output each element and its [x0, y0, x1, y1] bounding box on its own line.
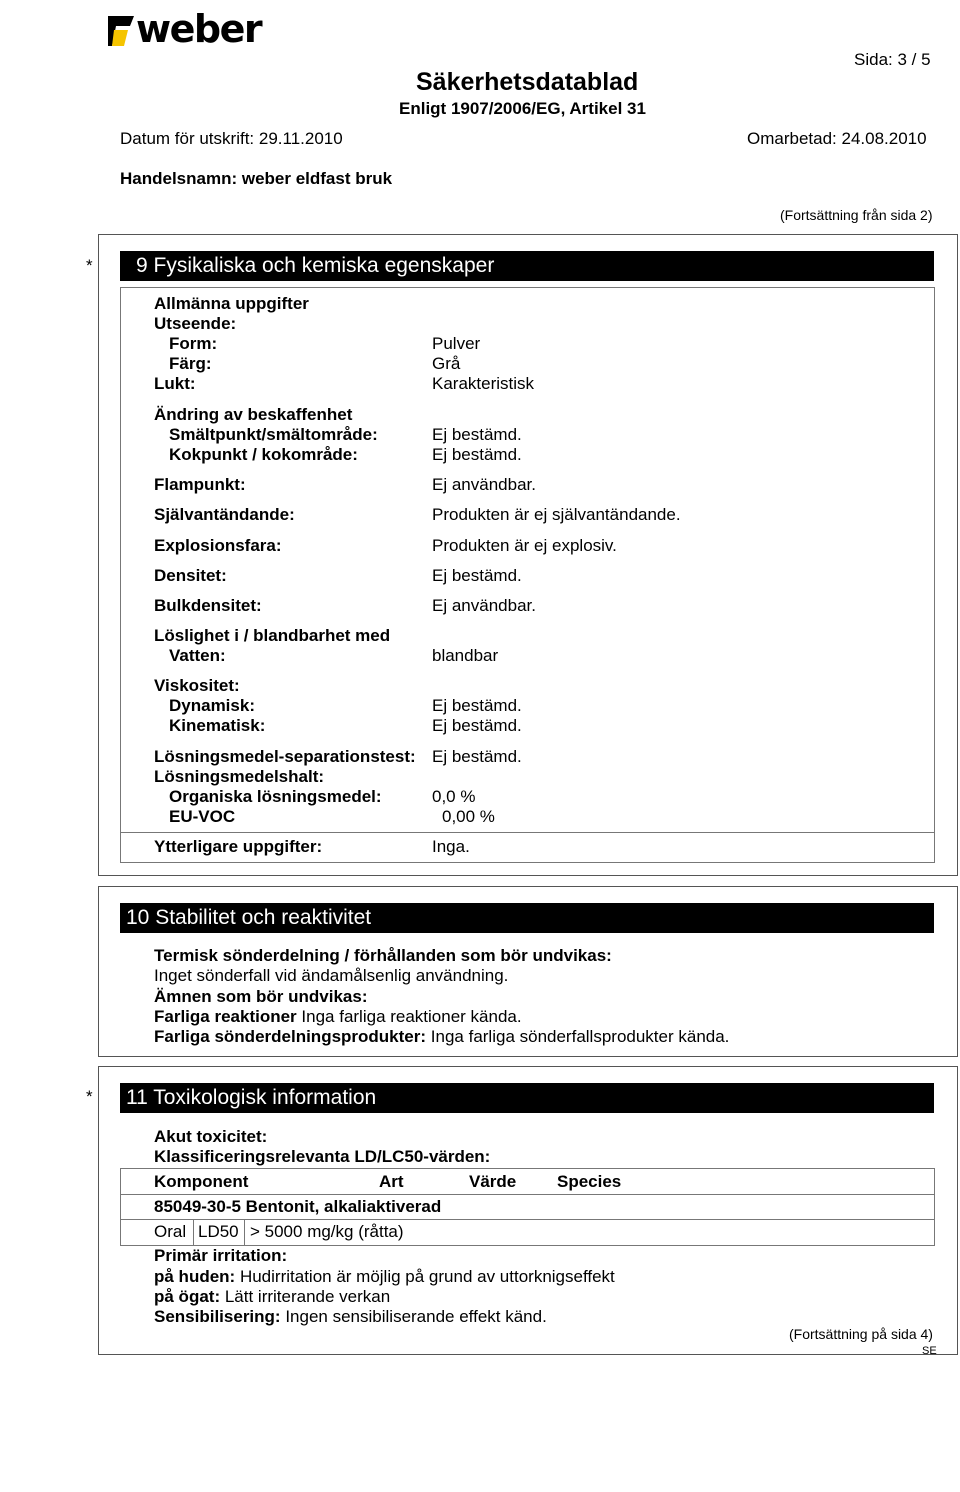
- color-label: Färg:: [169, 354, 212, 373]
- organic-label: Organiska lösningsmedel:: [169, 787, 382, 806]
- sensitization-line: [154, 1307, 547, 1327]
- explosion-value: Produkten är ej explosiv.: [432, 536, 617, 555]
- table-header-art: Art: [379, 1172, 404, 1191]
- organic-value: 0,0 %: [432, 787, 476, 806]
- document-title: Säkerhetsdatablad: [416, 68, 639, 96]
- eye-label: på ögat:: [154, 1287, 221, 1306]
- reactions-value: Inga farliga reaktioner kända.: [301, 1007, 522, 1026]
- weber-logo: [108, 7, 262, 52]
- continued-from: (Fortsättning från sida 2): [780, 207, 933, 223]
- explosion-label: Explosionsfara:: [154, 536, 282, 555]
- eye-line: [154, 1287, 390, 1307]
- selfign-value: Produkten är ej självantändande.: [432, 505, 681, 524]
- bulk-density-value: Ej användbar.: [432, 596, 536, 615]
- flash-label: Flampunkt:: [154, 475, 246, 494]
- melting-label: Smältpunkt/smältområde:: [169, 425, 378, 444]
- odor-label: Lukt:: [154, 374, 196, 393]
- further-divider: [120, 832, 935, 833]
- eye-value: Lätt irriterande verkan: [224, 1287, 391, 1306]
- page-number: Sida: 3 / 5: [854, 50, 931, 69]
- table-substance: 85049-30-5 Bentonit, alkaliaktiverad: [154, 1197, 442, 1216]
- dynamic-label: Dynamisk:: [169, 696, 255, 715]
- form-value: Pulver: [432, 334, 481, 353]
- decomp-label: Farliga sönderdelningsprodukter:: [154, 1027, 427, 1046]
- density-value: Ej bestämd.: [432, 566, 522, 585]
- general-info-heading: Allmänna uppgifter: [154, 294, 309, 313]
- skin-label: på huden:: [154, 1267, 236, 1286]
- logo-text: weber: [136, 7, 262, 51]
- table-header-species: Species: [557, 1172, 622, 1191]
- table-row-divider: [120, 1219, 935, 1220]
- avoid-label: Ämnen som bör undvikas:: [154, 987, 368, 1006]
- solvent-sep-value: Ej bestämd.: [432, 747, 522, 766]
- revision-marker-11: *: [86, 1087, 93, 1106]
- table-cell-value: > 5000 mg/kg (råtta): [250, 1222, 404, 1241]
- solubility-label: Löslighet i / blandbarhet med: [154, 626, 391, 645]
- continued-on: (Fortsättning på sida 4): [789, 1326, 933, 1342]
- solvent-sep-label: Lösningsmedel-separationstest:: [154, 747, 416, 766]
- table-header-component: Komponent: [154, 1172, 249, 1191]
- appearance-label: Utseende:: [154, 314, 237, 333]
- skin-value: Hudirritation är möjlig på grund av uttorknigseffekt: [239, 1267, 615, 1286]
- form-label: Form:: [169, 334, 218, 353]
- euvoc-label: EU-VOC: [169, 807, 236, 826]
- document-subtitle: Enligt 1907/2006/EG, Artikel 31: [399, 99, 646, 118]
- sensitization-label: Sensibilisering:: [154, 1307, 281, 1326]
- table-col-divider-1: [193, 1219, 194, 1246]
- thermal-label: Termisk sönderdelning / förhållanden som bör undvikas:: [154, 946, 612, 965]
- logo-mark-icon: [108, 12, 138, 48]
- change-state-heading: Ändring av beskaffenhet: [154, 405, 353, 424]
- density-label: Densitet:: [154, 566, 227, 585]
- section-9-title: 9 Fysikaliska och kemiska egenskaper: [120, 251, 934, 281]
- table-cell-type: LD50: [198, 1222, 239, 1241]
- odor-value: Karakteristisk: [432, 374, 535, 393]
- revised-date: Omarbetad: 24.08.2010: [747, 129, 927, 148]
- decomp-line: [154, 1027, 729, 1047]
- boiling-value: Ej bestämd.: [432, 445, 522, 464]
- color-value: Grå: [432, 354, 461, 373]
- water-label: Vatten:: [169, 646, 226, 665]
- table-header-value: Värde: [469, 1172, 517, 1191]
- print-date: Datum för utskrift: 29.11.2010: [120, 129, 343, 148]
- bulk-density-label: Bulkdensitet:: [154, 596, 262, 615]
- section-11-title: 11 Toxikologisk information: [120, 1083, 934, 1113]
- reactions-line: [154, 1007, 522, 1027]
- ld-values-label: Klassificeringsrelevanta LD/LC50-värden:: [154, 1147, 491, 1166]
- selfign-label: Självantändande:: [154, 505, 295, 524]
- sensitization-value: Ingen sensibiliserande effekt känd.: [285, 1307, 547, 1326]
- further-value: Inga.: [432, 837, 470, 856]
- further-label: Ytterligare uppgifter:: [154, 837, 323, 856]
- table-header-divider: [120, 1194, 935, 1195]
- kinematic-label: Kinematisk:: [169, 716, 266, 735]
- kinematic-value: Ej bestämd.: [432, 716, 522, 735]
- trade-name: Handelsnamn: weber eldfast bruk: [120, 169, 393, 188]
- revision-marker-9: *: [86, 256, 93, 275]
- solvent-content-label: Lösningsmedelshalt:: [154, 767, 325, 786]
- table-cell-route: Oral: [154, 1222, 187, 1241]
- table-col-divider-2: [244, 1219, 245, 1246]
- primary-irritation-label: Primär irritation:: [154, 1246, 288, 1265]
- viscosity-label: Viskositet:: [154, 676, 240, 695]
- country-code: SE: [922, 1345, 937, 1357]
- decomp-value: Inga farliga sönderfallsprodukter kända.: [430, 1027, 730, 1046]
- skin-line: [154, 1267, 615, 1287]
- dynamic-value: Ej bestämd.: [432, 696, 522, 715]
- boiling-label: Kokpunkt / kokområde:: [169, 445, 358, 464]
- flash-value: Ej användbar.: [432, 475, 536, 494]
- acute-toxicity-label: Akut toxicitet:: [154, 1127, 268, 1146]
- thermal-value: Inget sönderfall vid ändamålsenlig användning.: [154, 966, 509, 985]
- melting-value: Ej bestämd.: [432, 425, 522, 444]
- reactions-label: Farliga reaktioner: [154, 1007, 297, 1026]
- euvoc-value: 0,00 %: [442, 807, 495, 826]
- section-10-title: 10 Stabilitet och reaktivitet: [120, 903, 934, 933]
- water-value: blandbar: [432, 646, 499, 665]
